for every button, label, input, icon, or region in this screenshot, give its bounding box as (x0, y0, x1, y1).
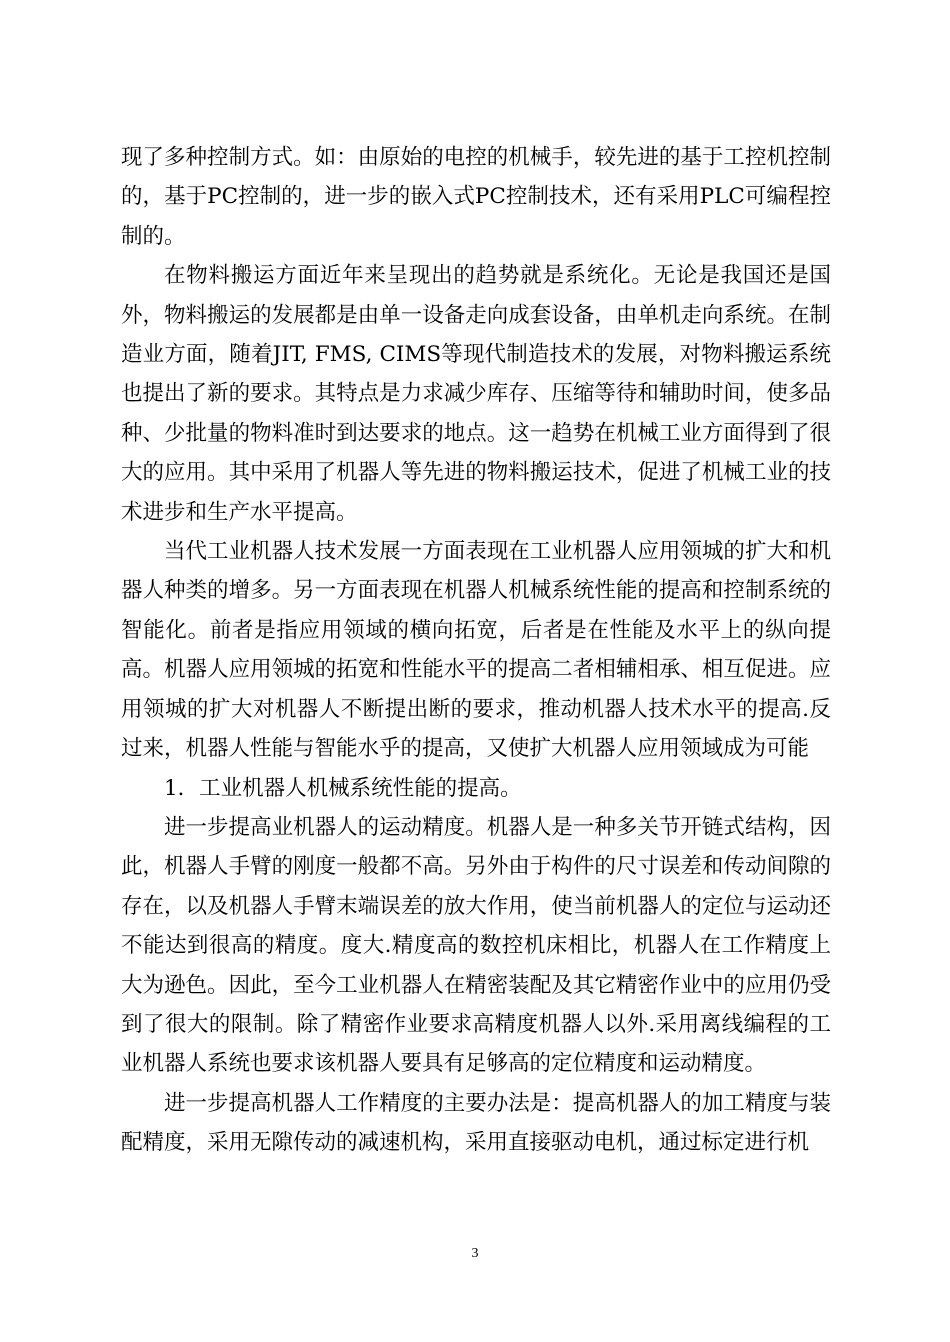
paragraph-continuation: 现了多种控制方式。如：由原始的电控的机械手，较先进的基于工控机控制的，基于PC控制的，进一步的嵌入式PC控制技术，还有采用PLC可编程控制的。 (121, 145, 831, 249)
page-number: 3 (471, 1246, 479, 1261)
paragraph-precision-methods: 进一步提高机器人工作精度的主要办法是：提高机器人的加工精度与装配精度，采用无隙传动的减速机构，采用直接驱动电机，通过标定进行机 (121, 1090, 831, 1156)
paragraph-material-handling: 在物料搬运方面近年来呈现出的趋势就是系统化。无论是我国还是国外，物料搬运的发展都是由单一设备走向成套设备，由单机走向系统。在制造业方面，随着JIT, FMS, CIMS等现代制造技术的发展，对物料搬运系统也提出了新的要求。其特点是力求减少库存、压缩等待和辅助时间，使多品种、少批量的物料准时到达要求的地点。这一趋势在机械工业方面得到了很大的应用。其中采用了机器人等先进的物料搬运技术，促进了机械工业的技术进步和生产水平提高。 (121, 263, 831, 525)
body-text (121, 138, 831, 1163)
paragraph-robot-development: 当代工业机器人技术发展一方面表现在工业机器人应用领城的扩大和机器人种类的增多。另一方面表现在机器人机械系统性能的提高和控制系统的智能化。前者是指应用领域的横向拓宽，后者是在性能及水平上的纵向提高。机器人应用领城的拓宽和性能水平的提高二者相辅相承、相互促进。应用领城的扩大对机器人不断提出断的要求，推动机器人技术水平的提高.反过来，机器人性能与智能水乎的提高，又使扩大机器人应用领域成为可能 (121, 539, 831, 762)
section-heading: 1．工业机器人机械系统性能的提高。 (164, 775, 522, 801)
paragraph-motion-precision: 进一步提高业机器人的运动精度。机器人是一种多关节开链式结构，因此，机器人手臂的刚度一般都不高。另外由于构件的尺寸误差和传动间隙的存在，以及机器人手臂末端误差的放大作用，使当前机器人的定位与运动还不能达到很高的精度。度大.精度高的数控机床相比，机器人在工作精度上大为逊色。因此，至今工业机器人在精密装配及其它精密作业中的应用仍受到了很大的限制。除了精密作业要求高精度机器人以外.采用离线编程的工业机器人系统也要求该机器人要具有足够高的定位精度和运动精度。 (121, 814, 831, 1077)
